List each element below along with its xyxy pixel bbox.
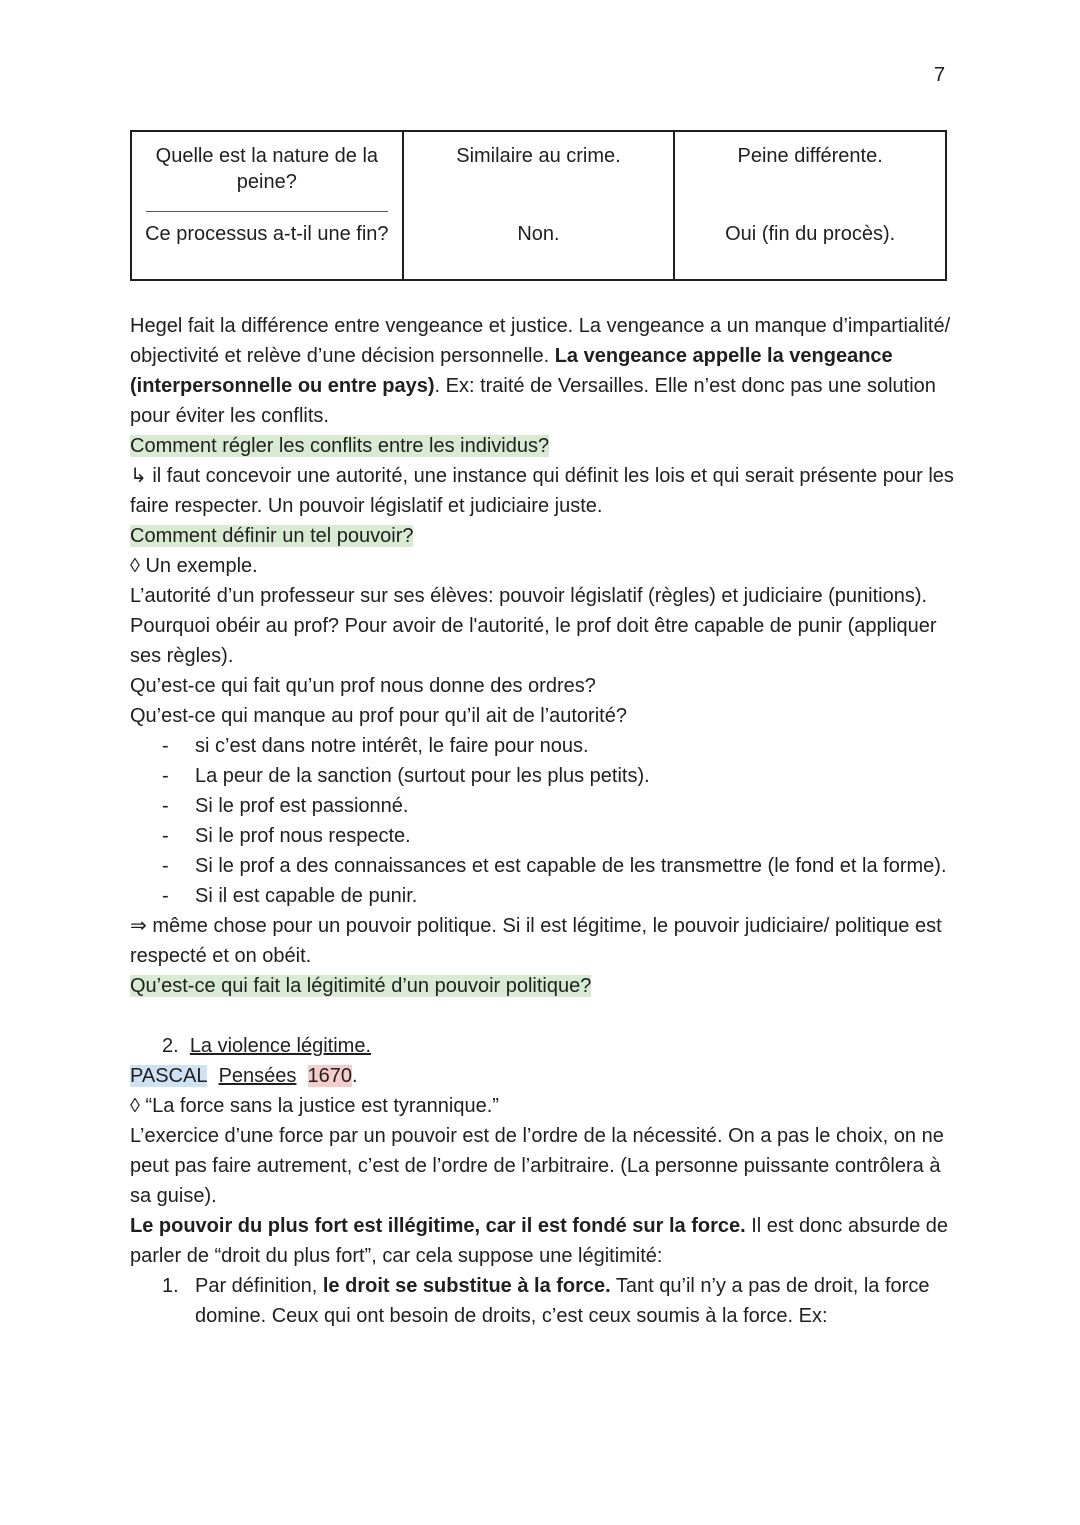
table-cell [403, 131, 675, 280]
comparison-table [130, 130, 947, 281]
dash-bullet: - [162, 735, 169, 757]
table-cell-text: Non. [517, 223, 560, 245]
dash-bullet: - [162, 885, 169, 907]
highlighted-question: Comment régler les conflits entre les individus? [130, 435, 550, 457]
question-line: Qu’est-ce qui manque au prof pour qu’il ait de l’autorité? [130, 705, 627, 727]
section-title: La violence légitime. [189, 1035, 372, 1057]
work-title: Pensées [218, 1065, 297, 1087]
numbered-list [130, 1271, 960, 1331]
conclusion-paragraph: ⇒ même chose pour un pouvoir politique. Si il est légitime, le pouvoir judiciaire/ politique est respecté et on obéit. [130, 915, 942, 967]
question-heading [130, 521, 960, 551]
section-heading [130, 1031, 960, 1061]
table-cell-text: Ce processus a-t-il une fin? [145, 223, 389, 245]
table-cell-text: Similaire au crime. [456, 145, 621, 167]
question-heading [130, 431, 960, 461]
answer-paragraph: ↳ il faut concevoir une autorité, une instance qui définit les lois et qui serait présente pour les faire respecter. Un pouvoir législatif et judiciaire juste. [130, 465, 954, 517]
paragraph-hegel: Hegel fait la différence entre vengeance et justice. La vengeance a un manque d’impartialité/ objectivité et relève d’une décision personnelle. La vengeance appelle la vengeance (interpersonnelle ou entre pays). Ex: traité de Versailles. Elle n’est donc pas une solution pour éviter les conflits. [130, 315, 951, 427]
list-item: - La peur de la sanction (surtout pour les plus petits). [130, 761, 960, 791]
table-cell-text: Quelle est la nature de la peine? [155, 145, 379, 193]
section-number: 2. [162, 1035, 179, 1057]
list-item: - Si le prof a des connaissances et est capable de les transmettre (le fond et la forme). [130, 851, 960, 881]
dash-list [130, 731, 960, 911]
paragraph-prof: L’autorité d’un professeur sur ses élèves: pouvoir législatif (règles) et judiciaire (punitions). Pourquoi obéir au prof? Pour avoir de l'autorité, le prof doit être capable de punir (appliquer ses règles). [130, 585, 937, 667]
dash-bullet: - [162, 825, 169, 847]
list-number: 1. [162, 1275, 179, 1297]
page-number: 7 [934, 64, 946, 86]
table-cell [131, 131, 403, 280]
spacer [130, 1001, 960, 1031]
list-item: - Si le prof est passionné. [130, 791, 960, 821]
reference-line: PASCAL Pensées 1670. [130, 1065, 358, 1087]
dash-bullet: - [162, 855, 169, 877]
document-body [130, 311, 960, 1331]
list-item: - Si il est capable de punir. [130, 881, 960, 911]
table-cell-text: Peine différente. [737, 145, 883, 167]
bold-text: le droit se substitue à la force. [322, 1275, 611, 1297]
bold-text: Le pouvoir du plus fort est illégitime, car il est fondé sur la force. [130, 1215, 746, 1237]
highlighted-question: Comment définir un tel pouvoir? [130, 525, 414, 547]
list-item: - Si le prof nous respecte. [130, 821, 960, 851]
year-tag: 1670 [307, 1065, 353, 1087]
highlighted-question: Qu’est-ce qui fait la légitimité d’un pouvoir politique? [130, 975, 592, 997]
dash-bullet: - [162, 795, 169, 817]
bold-text: La vengeance appelle la vengeance (interpersonnelle ou entre pays) [130, 345, 893, 397]
list-item: 1. Par définition, le droit se substitue à la force. Tant qu’il n’y a pas de droit, la force domine. Ceux qui ont besoin de droits, c’est ceux soumis à la force. Ex: [130, 1271, 960, 1331]
example-label: ◊ Un exemple. [130, 555, 258, 577]
table-cell [674, 131, 946, 280]
author-tag: PASCAL [130, 1065, 208, 1087]
paragraph-force: L’exercice d’une force par un pouvoir est de l’ordre de la nécessité. On a pas le choix, on ne peut pas faire autrement, c’est de l’ordre de l’arbitraire. (La personne puissante contrôlera à sa guise). [130, 1125, 944, 1207]
dash-bullet: - [162, 765, 169, 787]
table-cell-text: Oui (fin du procès). [725, 223, 896, 245]
paragraph-plus-fort: Le pouvoir du plus fort est illégitime, car il est fondé sur la force. Il est donc absurde de parler de “droit du plus fort”, car cela suppose une légitimité: [130, 1215, 949, 1267]
list-item: - si c’est dans notre intérêt, le faire pour nous. [130, 731, 960, 761]
question-heading [130, 971, 960, 1001]
table-row [131, 131, 946, 280]
question-line: Qu’est-ce qui fait qu’un prof nous donne des ordres? [130, 675, 596, 697]
cell-divider [146, 211, 388, 212]
quote-line: ◊ “La force sans la justice est tyrannique.” [130, 1095, 499, 1117]
